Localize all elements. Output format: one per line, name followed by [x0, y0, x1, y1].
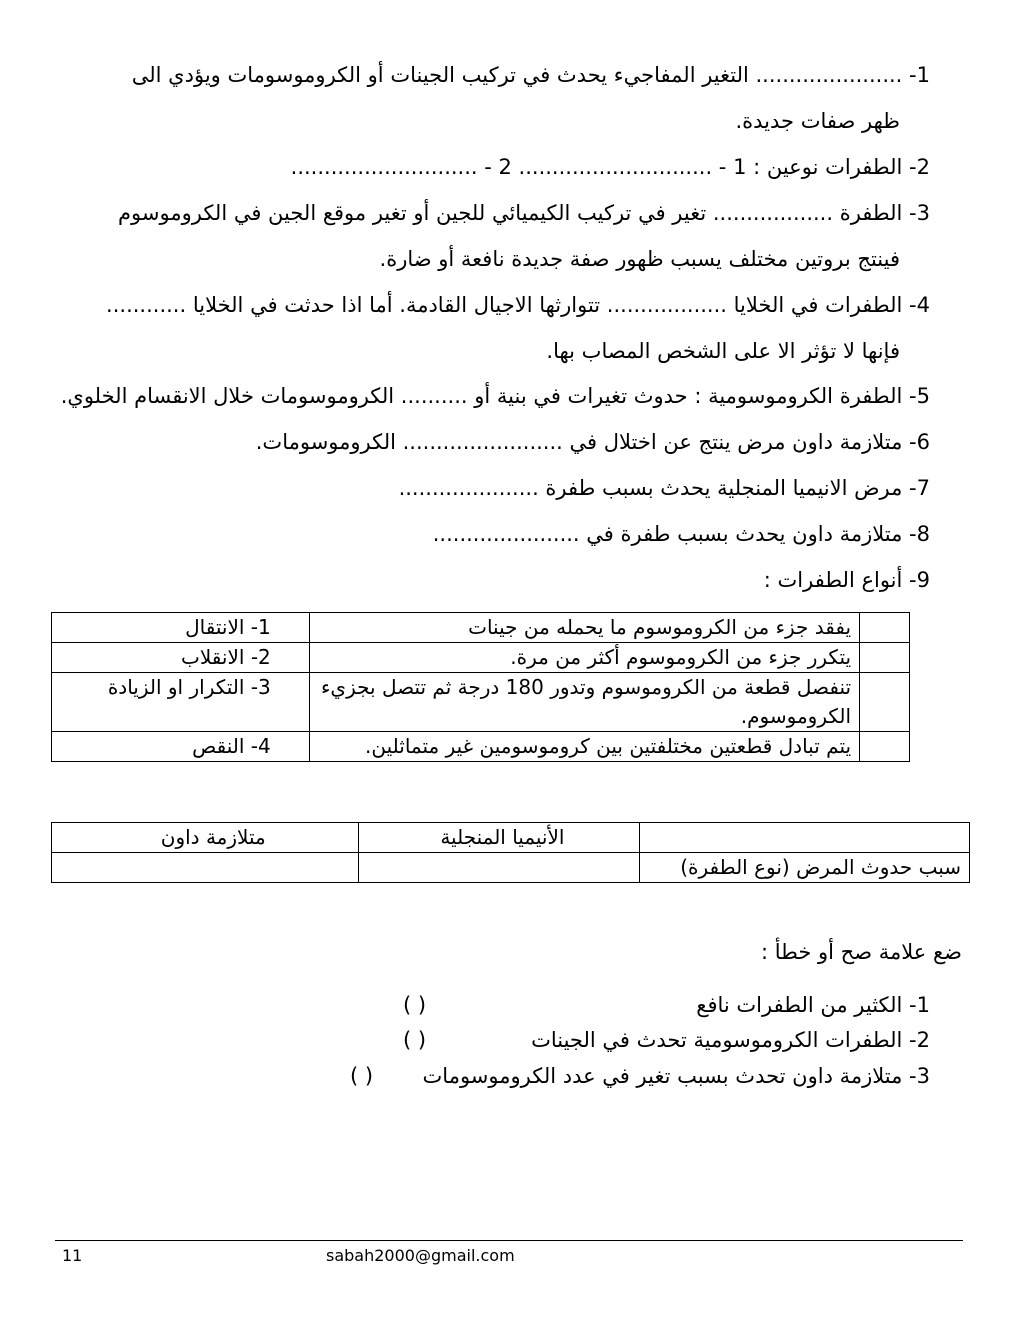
- question-3-line-2: فينتج بروتين مختلف يسبب ظهور صفة جديدة نافعة أو ضارة.: [379, 247, 900, 271]
- question-2: 2- الطفرات نوعين : 1 - ............................. 2 - ............................: [290, 155, 930, 179]
- table-row: [52, 732, 910, 762]
- empty-cell: [860, 673, 910, 732]
- empty-cell: [860, 613, 910, 643]
- table-row: [52, 643, 910, 673]
- question-5: 5- الطفرة الكروموسومية : حدوث تغيرات في بنية أو .......... الكروموسومات خلال الانقسام الخلوي.: [60, 384, 930, 408]
- question-4-line-1: 4- الطفرات في الخلايا .................. تتوارثها الاجيال القادمة. أما اذا حدثت في الخلايا ............: [106, 293, 930, 317]
- true-false-item-1: 1- الكثير من الطفرات نافع: [696, 993, 930, 1017]
- empty-header-cell: [640, 823, 970, 853]
- page-number: 11: [62, 1246, 83, 1265]
- question-4-line-2: فإنها لا تؤثر الا على الشخص المصاب بها.: [546, 339, 900, 363]
- row-label: سبب حدوث المرض (نوع الطفرة): [640, 853, 970, 883]
- anemia-header: الأنيميا المنجلية: [358, 823, 640, 853]
- table-row: [52, 613, 910, 643]
- question-8: 8- متلازمة داون يحدث بسبب طفرة في ......................: [432, 522, 930, 546]
- answer-parentheses: ( ): [403, 1028, 427, 1052]
- question-6: 6- متلازمة داون مرض ينتج عن اختلال في ........................ الكروموسومات.: [255, 430, 930, 454]
- table-row: [52, 853, 970, 883]
- description-cell: يتم تبادل قطعتين مختلفتين بين كروموسومين غير متماثلين.: [309, 732, 859, 762]
- description-cell: يفقد جزء من الكروموسوم ما يحمله من جينات: [309, 613, 859, 643]
- answer-parentheses: ( ): [403, 993, 427, 1017]
- question-7: 7- مرض الانيميا المنجلية يحدث بسبب طفرة .....................: [398, 476, 930, 500]
- answer-parentheses: ( ): [350, 1064, 374, 1088]
- type-cell: 1- الانتقال: [52, 613, 310, 643]
- question-1-line-2: ظهر صفات جديدة.: [735, 109, 900, 133]
- question-1-line-1: 1- ...................... التغير المفاجيء يحدث في تركيب الجينات أو الكروموسومات ويؤدي الى: [131, 63, 930, 87]
- description-cell: تنفصل قطعة من الكروموسوم وتدور 180 درجة ثم تتصل بجزيء الكروموسوم.: [309, 673, 859, 732]
- footer-email: sabah2000@gmail.com: [326, 1246, 515, 1265]
- question-3-line-1: 3- الطفرة .................. تغير في تركيب الكيميائي للجين أو تغير موقع الجين في الكروموسوم: [118, 201, 930, 225]
- down-answer-cell: [52, 853, 359, 883]
- down-header: متلازمة داون: [52, 823, 359, 853]
- type-cell: 3- التكرار او الزيادة: [52, 673, 310, 732]
- table-row: [52, 673, 910, 732]
- disease-cause-table: [51, 822, 970, 883]
- true-false-item-3: 3- متلازمة داون تحدث بسبب تغير في عدد الكروموسومات: [422, 1064, 930, 1088]
- table-row: [52, 823, 970, 853]
- true-false-item-2: 2- الطفرات الكروموسومية تحدث في الجينات: [531, 1028, 930, 1052]
- footer-divider: [55, 1240, 963, 1241]
- true-false-title: ضع علامة صح أو خطأ :: [761, 940, 962, 964]
- empty-cell: [860, 643, 910, 673]
- type-cell: 4- النقص: [52, 732, 310, 762]
- question-9: 9- أنواع الطفرات :: [763, 568, 930, 592]
- description-cell: يتكرر جزء من الكروموسوم أكثر من مرة.: [309, 643, 859, 673]
- mutation-types-table: [51, 612, 910, 762]
- anemia-answer-cell: [358, 853, 640, 883]
- empty-cell: [860, 732, 910, 762]
- type-cell: 2- الانقلاب: [52, 643, 310, 673]
